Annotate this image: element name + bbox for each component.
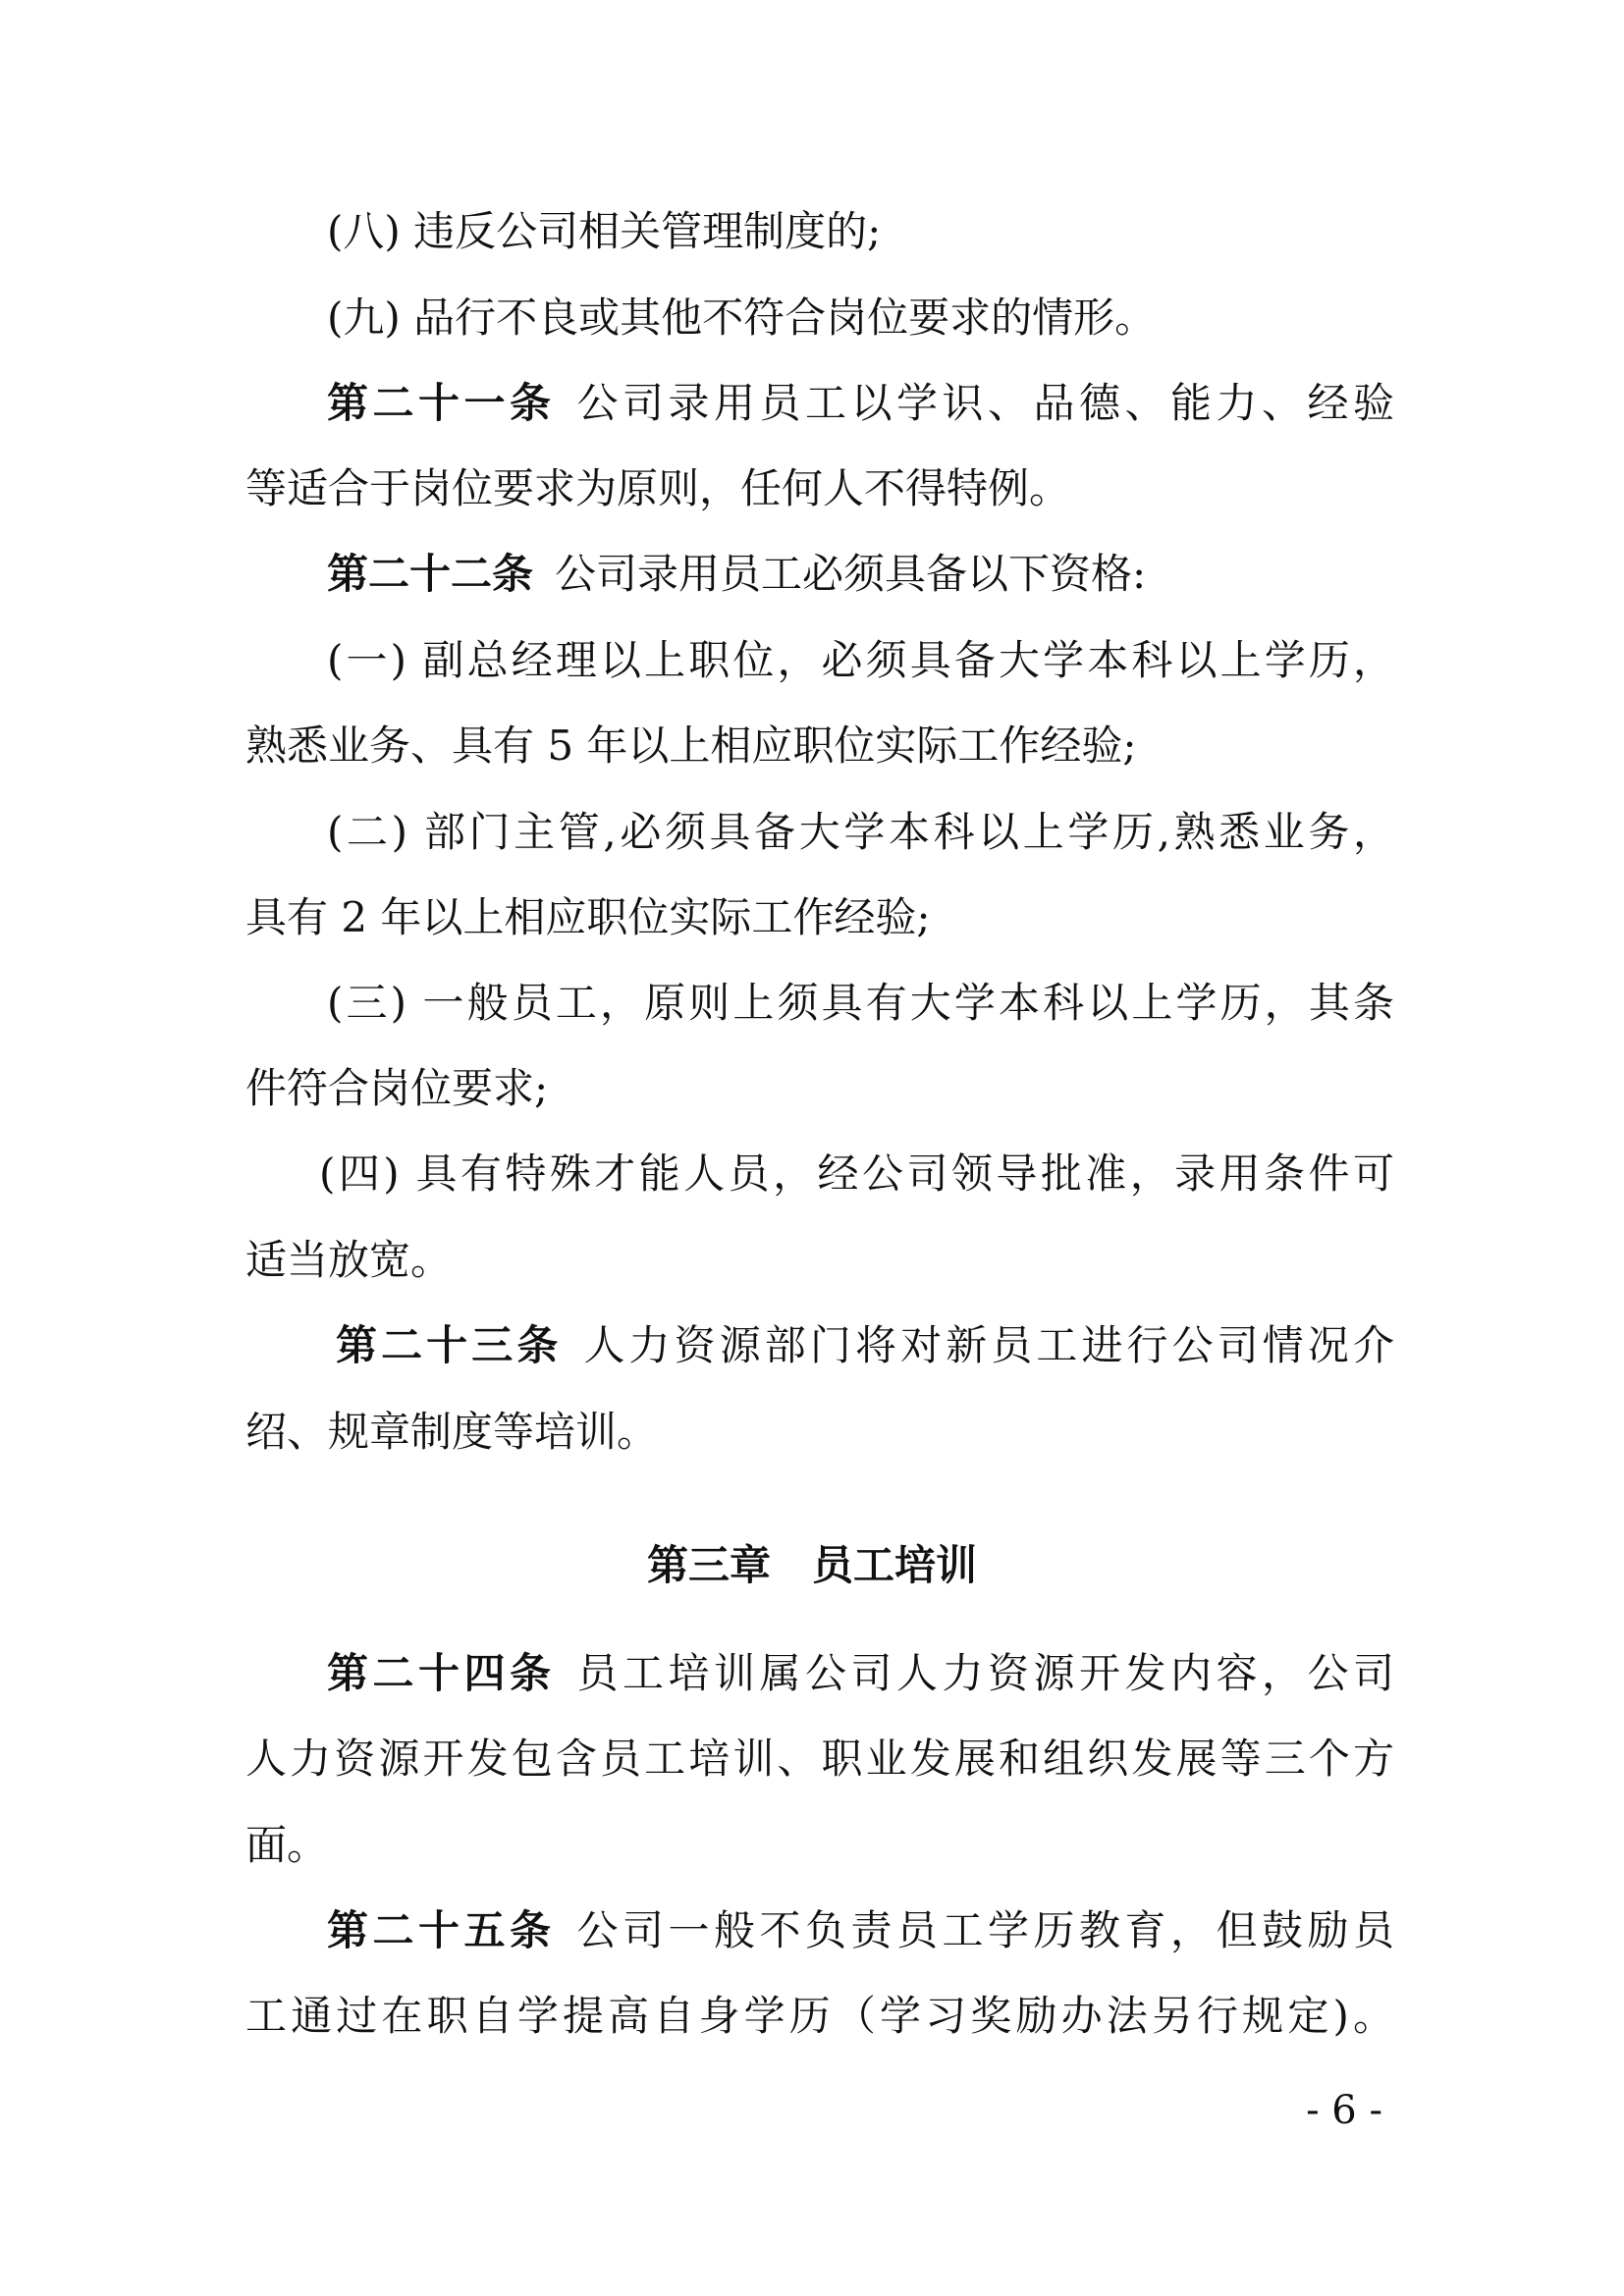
article-25-heading: 第二十五条	[327, 1906, 556, 1954]
item-nine: (九) 品行不良或其他不符合岗位要求的情形。	[327, 294, 1157, 342]
item-four-line-1: (四) 具有特殊才能人员，经公司领导批准，录用条件可	[319, 1149, 1394, 1198]
article-21-line-2: 等适合于岗位要求为原则，任何人不得特例。	[245, 464, 1071, 512]
article-22-text-1: 公司录用员工必须具备以下资格:	[555, 550, 1147, 598]
article-22-line-1	[327, 545, 1394, 604]
article-23-line-2: 绍、规章制度等培训。	[245, 1408, 659, 1456]
page-number: - 6 -	[1306, 2088, 1382, 2133]
chapter-title: 第三章 员工培训	[646, 1541, 977, 1589]
article-24-line-1	[327, 1644, 1394, 1703]
article-25-text-1: 公司一般不负责员工学历教育，但鼓励员	[576, 1906, 1394, 1954]
article-23-heading: 第二十三条	[336, 1321, 563, 1369]
item-four-line-2: 适当放宽。	[245, 1236, 453, 1284]
item-three-line-2: 件符合岗位要求;	[245, 1064, 549, 1112]
item-three-line-1: (三) 一般员工，原则上须具有大学本科以上学历，其条	[327, 979, 1394, 1027]
article-24-line-3: 面。	[245, 1821, 329, 1869]
article-23-text-1: 人力资源部门将对新员工进行公司情况介	[583, 1321, 1394, 1369]
item-eight: (八) 违反公司相关管理制度的;	[327, 207, 882, 255]
article-24-text-1: 员工培训属公司人力资源开发内容，公司	[576, 1649, 1394, 1697]
item-one-line-1: (一) 副总经理以上职位，必须具备大学本科以上学历，	[327, 636, 1394, 684]
item-two-line-1: (二) 部门主管,必须具备大学本科以上学历,熟悉业务，	[327, 808, 1394, 856]
item-two-line-2: 具有 2 年以上相应职位实际工作经验;	[245, 893, 931, 941]
article-21-line-1	[327, 374, 1394, 433]
article-25-line-1	[327, 1901, 1394, 1960]
article-23-line-1	[336, 1316, 1394, 1375]
article-22-heading: 第二十二条	[327, 550, 534, 598]
article-25-line-2: 工通过在职自学提高自身学历（学习奖励办法另行规定)。	[245, 1992, 1394, 2040]
article-21-text-1: 公司录用员工以学识、品德、能力、经验	[576, 379, 1394, 427]
article-24-line-2: 人力资源开发包含员工培训、职业发展和组织发展等三个方	[245, 1735, 1394, 1783]
item-one-line-2: 熟悉业务、具有 5 年以上相应职位实际工作经验;	[245, 721, 1137, 770]
article-24-heading: 第二十四条	[327, 1649, 556, 1697]
article-21-heading: 第二十一条	[327, 379, 556, 427]
